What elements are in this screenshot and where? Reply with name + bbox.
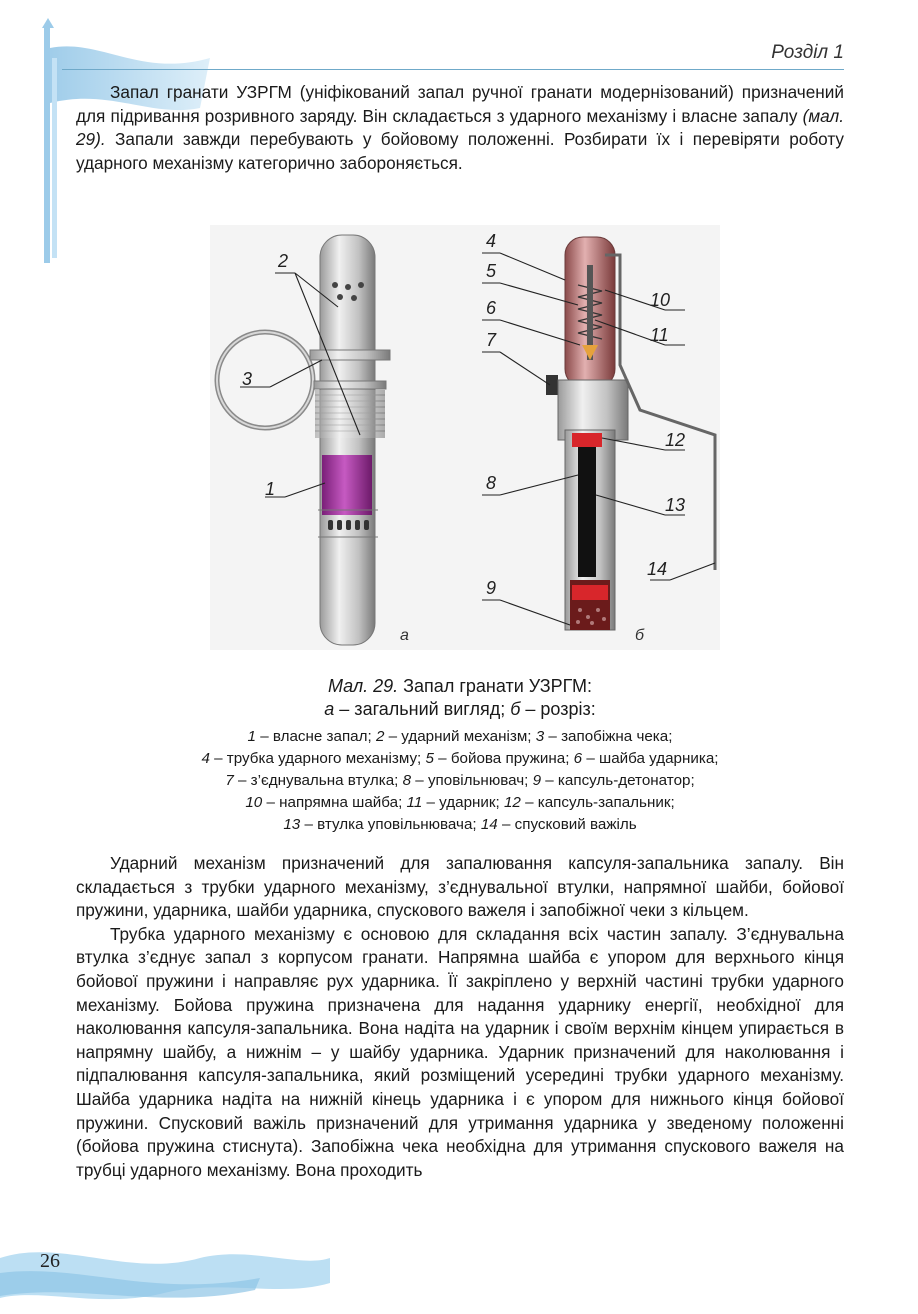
legend-number: 5 — [425, 750, 434, 767]
intro-text-part1: Запал гранати УЗРГМ (уніфікований запал ручної гранати модернізований) призначений для підривання розривного заряду. Він складається з ударного механізму і власне запалу — [76, 82, 844, 126]
body-paragraph: Ударний механізм призначений для запалювання капсуля-запальника запалу. Він складається з трубки ударного механізму, з’єднувальної втулки, напрямної шайби, бойової пружини, ударника, шайби ударника, спускового важеля і запобіжної чеки з кільцем. — [76, 853, 844, 921]
page-number: 26 — [40, 1250, 60, 1272]
callout-leader-lines — [240, 253, 715, 625]
legend-line — [76, 748, 844, 770]
fuse-cutaway-view — [546, 237, 715, 630]
legend-text: – бойова пружина; — [433, 750, 574, 767]
legend-number: 2 — [375, 728, 385, 745]
legend-text: – спусковий важіль — [497, 816, 637, 833]
legend-text: – напрямна шайба; — [262, 794, 407, 811]
intro-paragraph — [76, 81, 844, 175]
legend-number: 9 — [532, 772, 542, 789]
legend-number: 1 — [247, 728, 256, 745]
callout-8: 8 — [486, 473, 497, 493]
caption-legend — [76, 726, 844, 836]
header-rule — [62, 69, 844, 70]
legend-line — [76, 726, 844, 748]
legend-text: – запобіжна чека; — [544, 728, 673, 745]
fuse-drawing — [210, 225, 720, 650]
legend-number: 10 — [245, 794, 263, 811]
callout-3: 3 — [242, 369, 253, 389]
legend-number: 7 — [225, 772, 234, 789]
section-label: Розділ 1 — [771, 42, 844, 63]
legend-text: – уповільнювач; — [411, 772, 533, 789]
caption-b-letter: б — [510, 699, 521, 719]
caption-a-text: – загальний вигляд; — [334, 699, 511, 719]
callout-12: 12 — [665, 430, 686, 450]
sublabel-a: а — [400, 627, 409, 644]
callout-7: 7 — [486, 330, 497, 350]
legend-number: 8 — [402, 772, 412, 789]
caption-title: Запал гранати УЗРГМ: — [398, 676, 593, 696]
caption-subtitle-line — [76, 698, 844, 721]
legend-line — [76, 792, 844, 814]
legend-text: – капсуль-детонатор; — [541, 772, 695, 789]
caption-title-line — [76, 675, 844, 698]
caption-figure-number: Мал. 29. — [327, 676, 399, 696]
callout-9: 9 — [486, 578, 497, 598]
callout-14: 14 — [647, 559, 668, 579]
sublabel-b: б — [635, 627, 644, 644]
legend-line — [76, 814, 844, 836]
fuse-general-view — [217, 235, 390, 645]
legend-number: 11 — [406, 794, 423, 811]
callout-10: 10 — [650, 290, 671, 310]
legend-number: 14 — [480, 816, 498, 833]
callout-4: 4 — [486, 231, 497, 251]
body-paragraph: Трубка ударного механізму є основою для складання всіх частин запалу. З’єднувальна втулка з’єднує запал з корпусом гранати. Напрямна шайба є упором для верхнього кінця бойової пружини і направляє рух ударника. Її закріплено у верхній частині трубки ударного механізму. Бойова пружина призначена для надання ударнику енергії, необхідної для наколювання капсуля-запальника. Вона надіта на ударник і своїм верхнім кінцем упирається в напрямну шайбу, а нижнім – у шайбу ударника. Ударник призначений для наколювання і підпалювання капсуля-запальника, який розміщений усередині трубки ударного механізму. Шайба ударника надіта на нижній кінець ударника і є упором для нижнього кінця бойової пружини. Спусковий важіль призначений для утримання ударника у зведеному положенні (бойова пружина стиснута). Запобіжна чека необхідна для утримання спускового важеля на трубці ударного механізму. Вона проходить — [76, 923, 844, 1180]
figure-caption — [76, 675, 844, 836]
callout-5: 5 — [486, 261, 497, 281]
legend-line — [76, 770, 844, 792]
legend-text: – з’єднувальна втулка; — [233, 772, 403, 789]
legend-text: – ударник; — [422, 794, 504, 811]
caption-a-letter: а — [324, 699, 335, 719]
callout-13: 13 — [665, 495, 686, 515]
callout-2: 2 — [278, 251, 289, 271]
legend-number: 4 — [201, 750, 210, 767]
legend-text: – трубка ударного механізму; — [209, 750, 426, 767]
intro-text-part2: Запали завжди перебувають у бойовому положенні. Розбирати їх і перевіряти роботу ударного механізму категорично забороняється. — [76, 129, 844, 173]
legend-text: – ударний механізм; — [384, 728, 536, 745]
legend-number: 12 — [503, 794, 521, 811]
legend-text: – власне запал; — [255, 728, 376, 745]
callout-1: 1 — [265, 479, 276, 499]
legend-text: – шайба ударника; — [582, 750, 719, 767]
legend-text: – капсуль-запальник; — [520, 794, 675, 811]
caption-b-text: – розріз: — [520, 699, 596, 719]
callout-6: 6 — [486, 298, 497, 318]
legend-text: – втулка уповільнювача; — [300, 816, 481, 833]
figure-reference: (мал. 29). — [76, 105, 844, 150]
legend-number: 3 — [535, 728, 545, 745]
callout-11: 11 — [650, 325, 669, 345]
figure-fuse-illustration — [210, 225, 720, 650]
legend-number: 13 — [283, 816, 301, 833]
legend-number: 6 — [573, 750, 583, 767]
body-text — [76, 852, 844, 1182]
